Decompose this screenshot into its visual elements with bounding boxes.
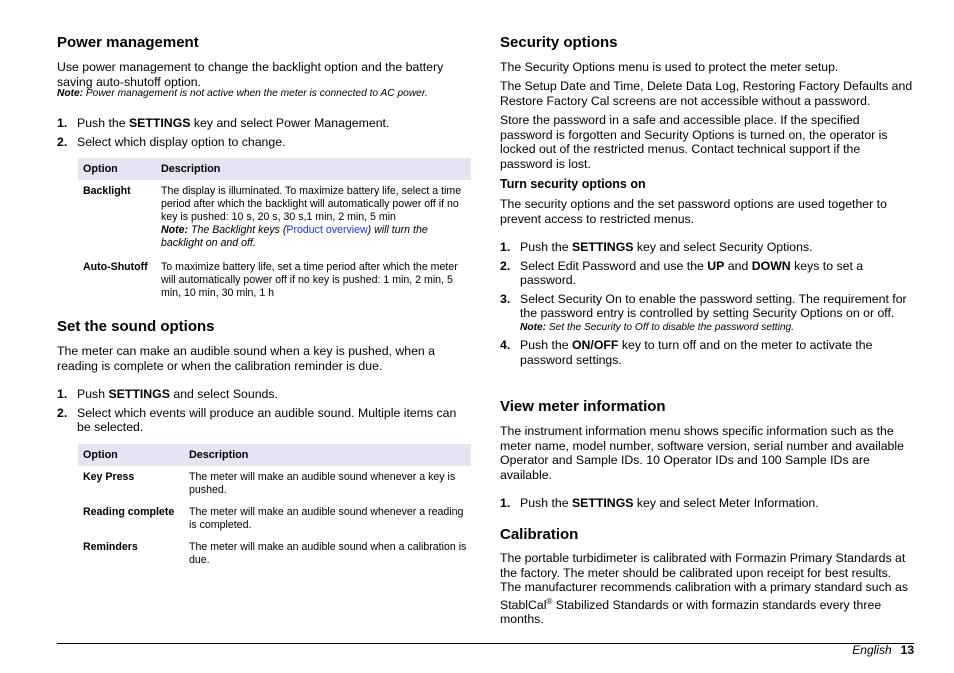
calibration-heading: Calibration — [500, 526, 579, 543]
table-row — [78, 471, 471, 506]
sound-options-heading: Set the sound options — [57, 318, 215, 335]
column-header-description: Description — [189, 449, 249, 461]
meter-information-steps — [500, 496, 914, 511]
option-description: The meter will make an audible sound whenever a key is pushed. — [189, 471, 456, 496]
footer-language: English — [852, 643, 892, 657]
power-options-table — [78, 158, 471, 301]
step: 1. Push SETTINGS and select Sounds. — [57, 387, 278, 401]
option-description: The meter will make an audible sound when a calibration is due. — [189, 541, 467, 566]
table-row — [78, 185, 471, 261]
table-row — [78, 261, 471, 301]
view-meter-information-heading: View meter information — [500, 398, 666, 415]
power-management-steps — [57, 116, 471, 149]
step: 2. Select Edit Password and use the UP and DOWN keys to set a password. — [500, 258, 864, 288]
power-management-note — [57, 88, 428, 100]
meter-information-intro: The instrument information menu shows specific information such as the meter name, model number, software version, serial number and available Operator and Sample IDs. 10 Operator IDs and 100 Sample IDs are available. — [500, 424, 904, 482]
table-row — [78, 541, 471, 571]
table-header — [78, 444, 471, 466]
sound-options-intro: The meter can make an audible sound when a key is pushed, when a reading is complete or when the calibration reminder is due. — [57, 344, 436, 373]
security-paragraph-1: The Security Options menu is used to protect the meter setup. — [500, 60, 839, 74]
security-paragraph-2: The Setup Date and Time, Delete Data Log, Restoring Factory Defaults and Restore Factory Cal screens are not accessible without a password. — [500, 79, 913, 108]
option-description: To maximize battery life, set a time period after which the meter will automatically power off if no key is pushed: 1 min, 2 min, 5 min, 10 min, 30 min, 1 h — [161, 261, 458, 299]
option-description: The meter will make an audible sound whenever a reading is completed. — [189, 506, 464, 531]
table-row — [78, 506, 471, 541]
page-number: 13 — [900, 643, 914, 657]
option-name: Reading complete — [83, 506, 175, 518]
calibration-paragraph: The portable turbidimeter is calibrated with Formazin Primary Standards at the factory. The meter should be calibrated upon receipt for best results. The manufacturer recommends calibration with a primary standard such as StablCal® Stabilized Standards or with formazin standards every three months. — [500, 551, 909, 627]
column-header-description: Description — [161, 163, 221, 175]
option-name: Backlight — [83, 185, 131, 197]
step: 3. Select Security On to enable the password setting. The requirement for the password entry is controlled by setting Security Options on or off. Note: Set the Security to Off to disable the password setting. — [500, 292, 914, 334]
step: 1. Push the SETTINGS key and select Security Options. — [500, 240, 813, 254]
step: 1. Push the SETTINGS key and select Meter Information. — [500, 496, 819, 510]
sound-options-steps — [57, 387, 471, 435]
step-note: Note: Set the Security to Off to disable the password setting. — [520, 321, 795, 333]
step: 2. Select which display option to change. — [57, 134, 286, 149]
note-text: Power management is not active when the meter is connected to AC power. — [83, 88, 428, 99]
table-header — [78, 158, 471, 180]
option-name: Auto-Shutoff — [83, 261, 148, 273]
column-header-option: Option — [83, 449, 118, 461]
turn-security-on-intro: The security options and the set password options are used together to prevent access to restricted menus. — [500, 197, 887, 226]
option-name: Reminders — [83, 541, 138, 553]
security-options-heading: Security options — [500, 34, 618, 51]
column-header-option: Option — [83, 163, 118, 175]
security-paragraph-3: Store the password in a safe and accessible place. If the specified password is forgotten and Security Options is turned on, the operator is locked out of the restricted menus. Contact technical support if the password is lost. — [500, 113, 888, 171]
page-footer — [852, 643, 914, 657]
step: 1. Push the SETTINGS key and select Power Management. — [57, 116, 390, 130]
turn-security-on-heading: Turn security options on — [500, 177, 646, 191]
product-overview-link[interactable]: Product overview — [286, 223, 368, 236]
footer-divider — [57, 643, 914, 644]
option-name: Key Press — [83, 471, 135, 483]
step: 4. Push the ON/OFF key to turn off and on the meter to activate the password settings. — [500, 337, 873, 367]
power-management-intro: Use power management to change the backlight option and the battery saving auto-shutoff option. — [57, 60, 444, 89]
note-label: Note: — [57, 88, 84, 99]
security-steps — [500, 240, 914, 367]
step: 2. Select which events will produce an audible sound. Multiple items can be selected. — [57, 405, 457, 435]
sound-options-table — [78, 444, 471, 571]
option-description: The display is illuminated. To maximize battery life, select a time period after which the backlight will automatically power off if no key is pushed: 10 s, 20 s, 30 s,1 min, 2 min, 5 min Note: The Backlight keys (Product overview) will turn the backlight on and off. — [161, 185, 462, 249]
power-management-heading: Power management — [57, 34, 199, 51]
